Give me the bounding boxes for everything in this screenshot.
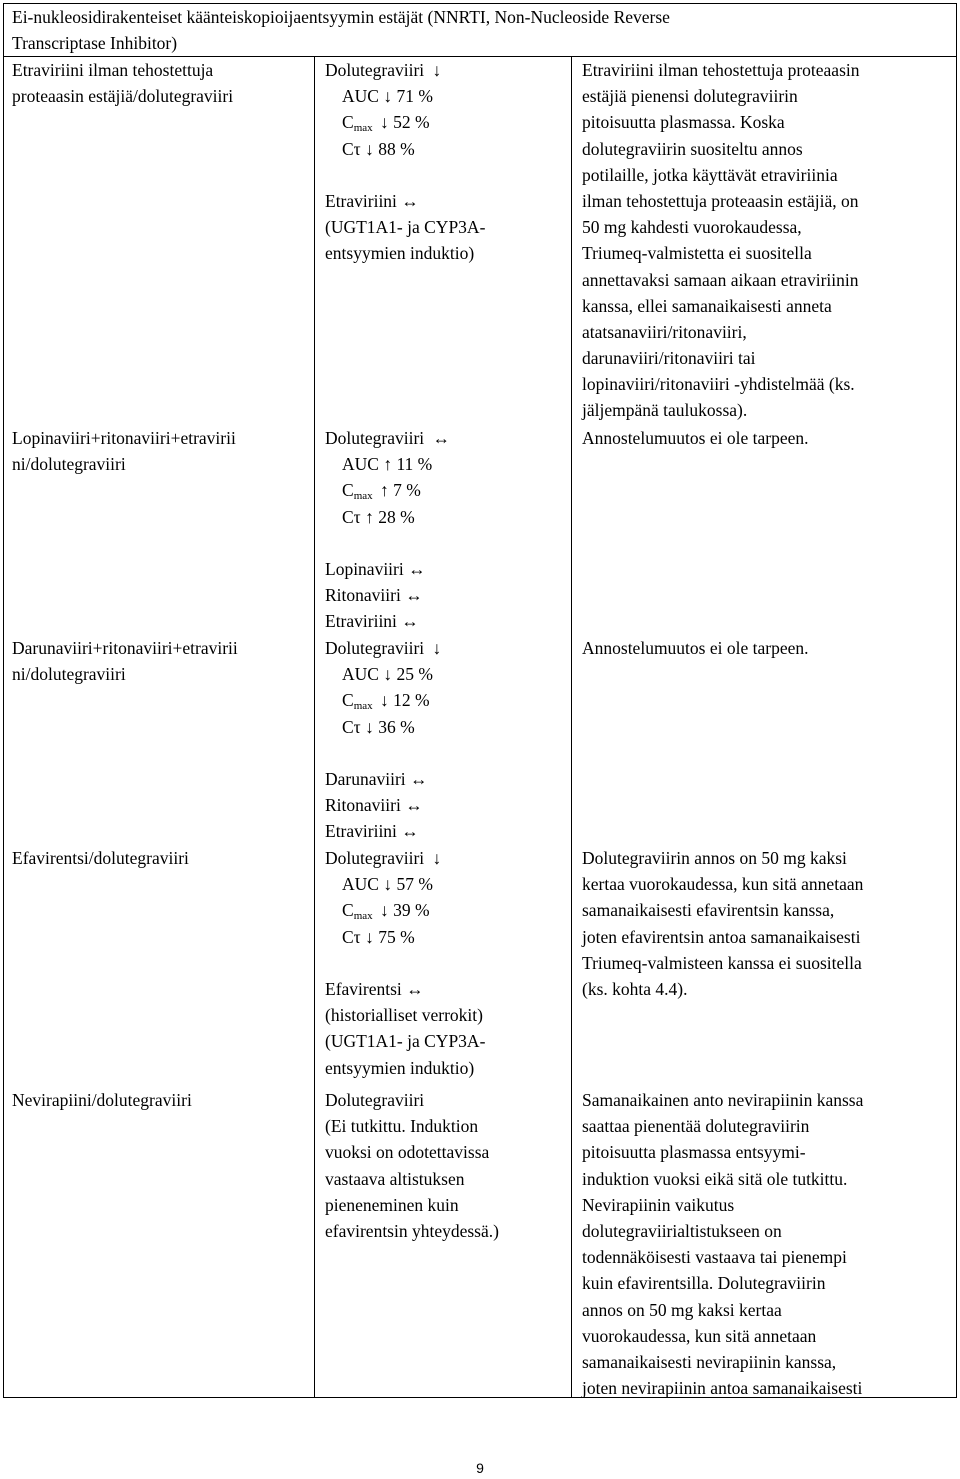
cell-line: dolutegraviirin suositeltu annos — [582, 138, 803, 159]
row-effect — [325, 845, 485, 1081]
cell-line: Darunaviiri+ritonaviiri+etravirii — [12, 638, 238, 658]
arrow-down-icon: ↓ — [432, 60, 442, 80]
cell-line: (ks. kohta 4.4). — [582, 978, 688, 999]
row-recommendation — [582, 425, 808, 451]
cell-line: ilman tehostettuja proteaasin estäjiä, on — [582, 190, 859, 211]
row-drug-combination — [12, 57, 233, 109]
cell-line: Etraviriini ↔ — [325, 190, 419, 211]
cell-line: Lopinaviiri+ritonaviiri+etravirii — [12, 428, 236, 448]
cell-line: (historialliset verrokit) — [325, 1005, 483, 1026]
cell-line: (UGT1A1- ja CYP3A- — [325, 1031, 486, 1052]
row-drug-combination — [12, 845, 189, 871]
arrow-down-icon: ↓ — [365, 926, 374, 947]
cell-line: kuin efavirentsilla. Dolutegraviirin — [582, 1273, 826, 1294]
arrow-both-icon: ↔ — [432, 428, 451, 448]
cmax-label: C — [342, 690, 354, 711]
cell-line: vastaava altistuksen — [325, 1168, 465, 1189]
cell-line: entsyymien induktio) — [325, 1057, 475, 1078]
cell-line: atatsanaviiri/ritonaviiri, — [582, 321, 747, 342]
cell-line: Dolutegraviiri — [325, 60, 425, 80]
arrow-down-icon: ↓ — [432, 848, 442, 868]
cell-line: potilaille, jotka käyttävät etraviriinia — [582, 164, 838, 185]
cell-line: Triumeq-valmisteen kanssa ei suositella — [582, 952, 862, 973]
page-number: 9 — [476, 1460, 484, 1476]
column-divider-2 — [571, 56, 572, 1398]
table-header — [12, 4, 670, 56]
cell-line: dolutegraviirialtistukseen on — [582, 1220, 782, 1241]
row-effect — [325, 1087, 499, 1244]
cmax-label: C — [342, 112, 354, 133]
cell-line: Efavirentsi/dolutegraviiri — [12, 848, 189, 868]
cell-line: (UGT1A1- ja CYP3A- — [325, 217, 486, 238]
cell-line: samanaikaisesti nevirapiinin kanssa, — [582, 1351, 837, 1372]
auc-label: AUC — [342, 874, 379, 895]
arrow-up-icon: ↑ — [365, 506, 374, 527]
cmax-value: 7 % — [393, 480, 421, 501]
ctau-value: 88 % — [378, 138, 415, 159]
cell-line: ni/dolutegraviiri — [12, 454, 126, 475]
cmax-value: 52 % — [393, 112, 430, 133]
header-line: Ei-nukleosidirakenteiset käänteiskopioijaentsyymin estäjät (NNRTI, Non-Nucleoside Reverse — [12, 7, 670, 27]
row-drug-combination — [12, 1087, 192, 1113]
cell-line: Ritonaviiri ↔ — [325, 585, 423, 606]
row-effect — [325, 635, 441, 845]
cell-line: vuoksi on odotettavissa — [325, 1142, 490, 1163]
arrow-down-icon: ↓ — [380, 900, 389, 921]
cell-line: Dolutegraviiri — [325, 848, 425, 868]
row-recommendation — [582, 635, 808, 661]
cell-line: Etraviriini ilman tehostettuja — [12, 60, 214, 80]
cell-line: Lopinaviiri ↔ — [325, 558, 426, 579]
cmax-label: C — [342, 480, 354, 501]
cmax-value: 39 % — [393, 900, 430, 921]
arrow-down-icon: ↓ — [365, 716, 374, 737]
ctau-value: 36 % — [378, 716, 415, 737]
arrow-down-icon: ↓ — [383, 664, 393, 685]
cell-line: entsyymien induktio) — [325, 243, 475, 264]
cell-line: annettavaksi samaan aikaan etraviriinin — [582, 269, 859, 290]
cell-line: joten efavirentsin antoa samanaikaisesti — [582, 926, 861, 947]
cell-line: lopinaviiri/ritonaviiri -yhdistelmää (ks. — [582, 374, 855, 395]
cell-line: pitoisuutta plasmassa entsyymi- — [582, 1142, 806, 1163]
auc-label: AUC — [342, 664, 379, 685]
ctau-label: Cτ — [342, 716, 361, 737]
cell-line: Samanaikainen anto nevirapiinin kanssa — [582, 1090, 864, 1110]
cmax-label: C — [342, 900, 354, 921]
row-recommendation — [582, 1087, 863, 1401]
arrow-down-icon: ↓ — [432, 638, 442, 658]
cell-line: Triumeq-valmistetta ei suositella — [582, 243, 812, 264]
auc-value: 25 % — [396, 664, 433, 685]
arrow-down-icon: ↓ — [383, 86, 393, 107]
arrow-up-icon: ↑ — [380, 480, 389, 501]
cmax-subscript: max — [353, 700, 373, 713]
header-line: Transcriptase Inhibitor) — [12, 33, 178, 54]
arrow-down-icon: ↓ — [383, 874, 393, 895]
ctau-label: Cτ — [342, 506, 361, 527]
cell-line: annos on 50 mg kaksi kertaa — [582, 1299, 782, 1320]
cell-line: vuorokaudessa, kun sitä annetaan — [582, 1325, 817, 1346]
cell-line: joten nevirapiinin antoa samanaikaisesti — [582, 1378, 863, 1399]
cell-line: Etraviriini ilman tehostettuja proteaasin — [582, 60, 860, 80]
cell-line: Dolutegraviiri — [325, 428, 425, 448]
ctau-value: 75 % — [378, 926, 415, 947]
cell-line: pieneneminen kuin — [325, 1194, 459, 1215]
cell-line: Darunaviiri ↔ — [325, 768, 428, 789]
cell-line: saattaa pienentää dolutegraviirin — [582, 1116, 810, 1137]
cell-line: kertaa vuorokaudessa, kun sitä annetaan — [582, 874, 864, 895]
cell-line: Nevirapiini/dolutegraviiri — [12, 1090, 192, 1110]
cell-line: Dolutegraviiri — [325, 638, 425, 658]
cell-line: efavirentsin yhteydessä.) — [325, 1220, 499, 1241]
cmax-subscript: max — [353, 490, 373, 503]
cell-line: Dolutegraviirin annos on 50 mg kaksi — [582, 848, 847, 868]
cell-line: ni/dolutegraviiri — [12, 664, 126, 685]
cell-line: samanaikaisesti efavirentsin kanssa, — [582, 900, 835, 921]
cell-line: proteaasin estäjiä/dolutegraviiri — [12, 86, 234, 107]
row-effect — [325, 425, 450, 635]
cell-line: pitoisuutta plasmassa. Koska — [582, 112, 785, 133]
cell-line: Dolutegraviiri — [325, 1090, 425, 1110]
auc-value: 57 % — [396, 874, 433, 895]
cell-line: Nevirapiinin vaikutus — [582, 1194, 735, 1215]
cell-line: Ritonaviiri ↔ — [325, 795, 423, 816]
arrow-down-icon: ↓ — [365, 138, 374, 159]
row-drug-combination — [12, 425, 236, 477]
ctau-value: 28 % — [378, 506, 415, 527]
auc-value: 71 % — [396, 86, 433, 107]
cell-line: Annostelumuutos ei ole tarpeen. — [582, 428, 809, 448]
ctau-label: Cτ — [342, 926, 361, 947]
ctau-label: Cτ — [342, 138, 361, 159]
cell-line: (Ei tutkittu. Induktion — [325, 1116, 479, 1137]
cell-line: todennäköisesti vastaava tai pienempi — [582, 1247, 847, 1268]
cell-line: Annostelumuutos ei ole tarpeen. — [582, 638, 809, 658]
row-recommendation — [582, 57, 860, 424]
row-drug-combination — [12, 635, 238, 687]
cell-line: jäljempänä taulukossa). — [582, 400, 748, 421]
cmax-value: 12 % — [393, 690, 430, 711]
cell-line: Efavirentsi ↔ — [325, 978, 424, 999]
cell-line: estäjiä pienensi dolutegraviirin — [582, 86, 798, 107]
auc-label: AUC — [342, 86, 379, 107]
row-effect — [325, 57, 485, 267]
cell-line: Etraviriini ↔ — [325, 821, 419, 842]
cell-line: Etraviriini ↔ — [325, 611, 419, 632]
auc-label: AUC — [342, 454, 379, 475]
cell-line: induktion vuoksi eikä sitä ole tutkittu. — [582, 1168, 848, 1189]
column-divider-1 — [314, 56, 315, 1398]
cmax-subscript: max — [353, 122, 373, 135]
cell-line: 50 mg kahdesti vuorokaudessa, — [582, 217, 802, 238]
cell-line: kanssa, ellei samanaikaisesti anneta — [582, 295, 832, 316]
arrow-down-icon: ↓ — [380, 112, 389, 133]
arrow-down-icon: ↓ — [380, 690, 389, 711]
row-recommendation — [582, 845, 863, 1002]
cmax-subscript: max — [353, 910, 373, 923]
cell-line: darunaviiri/ritonaviiri tai — [582, 348, 756, 369]
arrow-up-icon: ↑ — [383, 454, 393, 475]
auc-value: 11 % — [396, 454, 433, 475]
